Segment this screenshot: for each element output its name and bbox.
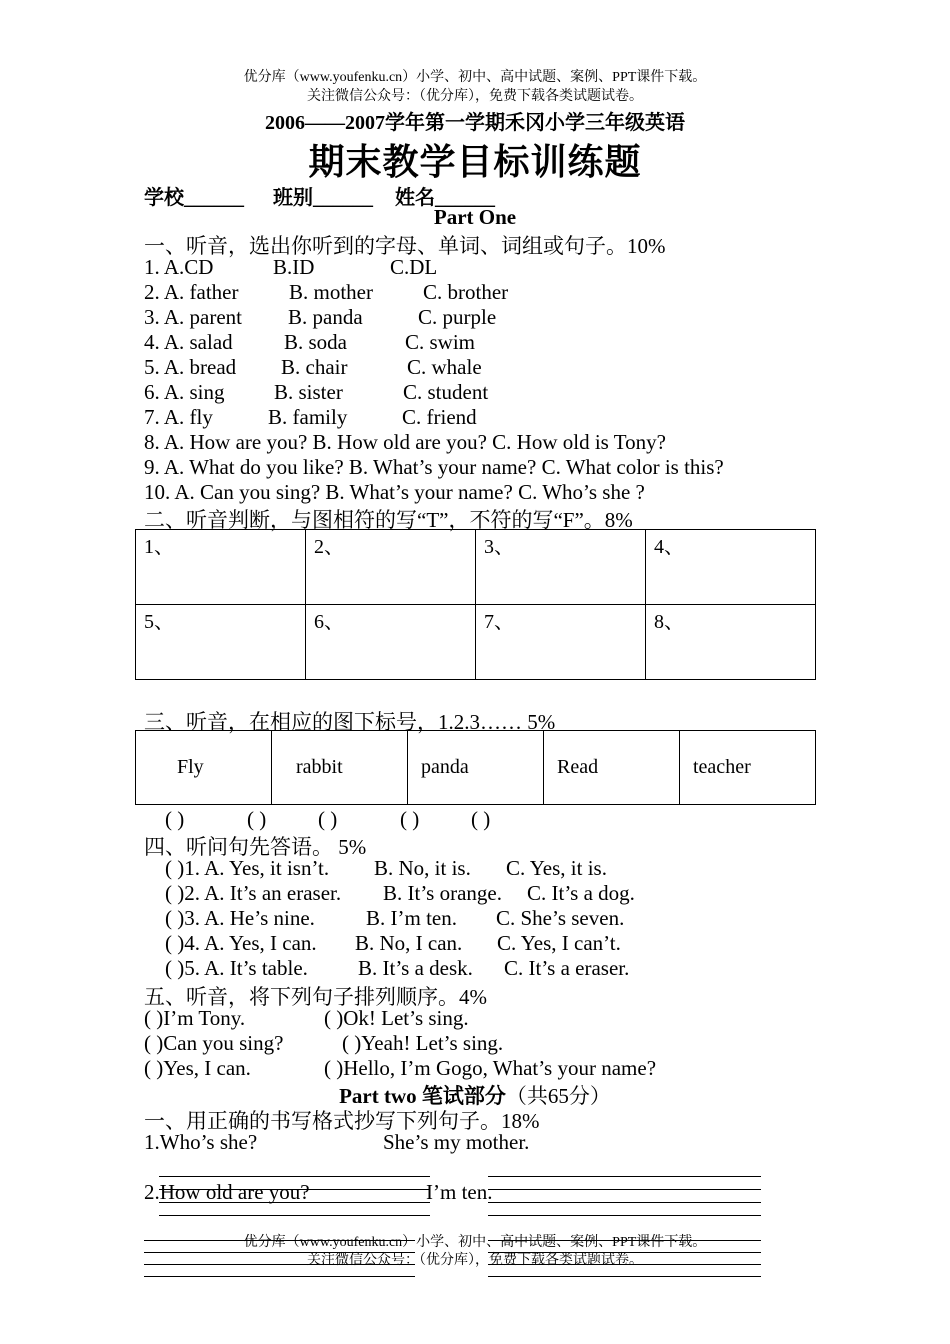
s5-item-4: ( )Yeah! Let’s sing.	[342, 1031, 504, 1055]
word-cell	[136, 731, 272, 805]
s4-q1-option-c: C. Yes, it is.	[506, 856, 607, 880]
writing-line[interactable]	[488, 1189, 761, 1190]
tf-cell[interactable]	[306, 530, 476, 605]
s4-q1-option-a: ( )1. A. Yes, it isn’t.	[165, 856, 330, 880]
s5-item-6: ( )Hello, I’m Gogo, What’s your name?	[324, 1056, 657, 1080]
tf-cell-label: 5、	[144, 611, 174, 633]
q2-option-c: C. brother	[423, 280, 509, 304]
exam-subtitle: 2006——2007学年第一学期禾冈小学三年级英语	[265, 112, 685, 134]
writing-line[interactable]	[159, 1202, 430, 1203]
q1-option-a: 1. A.CD	[144, 255, 214, 279]
copy-sentence-2b: I’m ten.	[426, 1180, 493, 1204]
writing-line[interactable]	[488, 1202, 761, 1203]
s4-q3-option-b: B. I’m ten.	[366, 906, 457, 930]
q3-option-a: 3. A. parent	[144, 305, 242, 329]
tf-cell-label: 7、	[484, 611, 514, 633]
s5-item-2: ( )Ok! Let’s sing.	[324, 1006, 469, 1030]
q7-option-a: 7. A. fly	[144, 405, 213, 429]
word-label: Read	[557, 756, 599, 778]
s5-item-1: ( )I’m Tony.	[144, 1006, 246, 1030]
q6-option-a: 6. A. sing	[144, 380, 225, 404]
s4-q2-option-a: ( )2. A. It’s an eraser.	[165, 881, 342, 905]
exam-title: 期末教学目标训练题	[308, 142, 642, 182]
word-label: panda	[421, 756, 469, 778]
answer-blank[interactable]: ( )	[165, 807, 185, 831]
name-field: 姓名______	[395, 187, 495, 209]
word-cell	[544, 731, 680, 805]
word-label: teacher	[693, 756, 751, 778]
section5-title: 五、听音，将下列句子排列顺序。4%	[144, 985, 487, 1009]
part-two-heading-bold: Part two 笔试部分	[339, 1084, 506, 1108]
tf-cell-label: 4、	[654, 536, 684, 558]
tf-grid	[135, 529, 816, 680]
school-field: 学校______	[144, 187, 244, 209]
part-one-heading: Part One	[433, 205, 517, 229]
writing-line[interactable]	[488, 1276, 761, 1277]
answer-blank[interactable]: ( )	[471, 807, 491, 831]
s4-q4-option-c: C. Yes, I can’t.	[497, 931, 621, 955]
s4-q1-option-b: B. No, it is.	[374, 856, 471, 880]
writing-line[interactable]	[488, 1176, 761, 1177]
tf-cell[interactable]	[646, 605, 816, 680]
section1-title: 一、听音，选出你听到的字母、单词、词组或句子。10%	[144, 234, 666, 258]
footer-line-1: 优分库（www.youfenku.cn）小学、初中、高中试题、案例、PPT课件下载。	[243, 1235, 707, 1250]
q2-option-a: 2. A. father	[144, 280, 239, 304]
q5-option-b: B. chair	[281, 355, 348, 379]
writing-line[interactable]	[159, 1215, 430, 1216]
writing-line[interactable]	[159, 1176, 430, 1177]
q1-option-c: C.DL	[390, 255, 438, 279]
word-label: Fly	[177, 756, 204, 778]
footer-line-2: 关注微信公众号：（优分库），免费下载各类试题试卷。	[307, 1253, 643, 1268]
q6-option-b: B. sister	[274, 380, 343, 404]
tf-cell-label: 1、	[144, 536, 174, 558]
tf-cell[interactable]	[306, 605, 476, 680]
tf-cell[interactable]	[136, 605, 306, 680]
s5-item-5: ( )Yes, I can.	[144, 1056, 251, 1080]
word-grid	[135, 730, 816, 805]
q7-option-c: C. friend	[402, 405, 477, 429]
s4-q5-option-c: C. It’s a eraser.	[504, 956, 630, 980]
q5-option-c: C. whale	[407, 355, 482, 379]
word-cell	[408, 731, 544, 805]
s4-q3-option-c: C. She’s seven.	[496, 906, 625, 930]
tf-cell-label: 6、	[314, 611, 344, 633]
q4-option-c: C. swim	[405, 330, 476, 354]
header-line-2: 关注微信公众号：（优分库），免费下载各类试题试卷。	[307, 89, 643, 104]
q9-options: 9. A. What do you like? B. What’s your name? C. What color is this?	[144, 455, 724, 479]
s4-q2-option-c: C. It’s a dog.	[527, 881, 635, 905]
q7-option-b: B. family	[268, 405, 348, 429]
tf-cell[interactable]	[476, 605, 646, 680]
q4-option-b: B. soda	[284, 330, 347, 354]
q5-option-a: 5. A. bread	[144, 355, 237, 379]
header-line-1: 优分库（www.youfenku.cn）小学、初中、高中试题、案例、PPT课件下载。	[243, 70, 707, 85]
section3-title: 三、听音，在相应的图下标号，1.2.3…… 5%	[144, 710, 556, 734]
part2-section1-title: 一、用正确的书写格式抄写下列句子。18%	[144, 1109, 540, 1133]
q2-option-b: B. mother	[289, 280, 373, 304]
s4-q2-option-b: B. It’s orange.	[383, 881, 502, 905]
q3-option-c: C. purple	[418, 305, 497, 329]
s4-q4-option-a: ( )4. A. Yes, I can.	[165, 931, 317, 955]
s4-q5-option-a: ( )5. A. It’s table.	[165, 956, 308, 980]
word-label: rabbit	[296, 756, 343, 778]
tf-cell[interactable]	[476, 530, 646, 605]
q6-option-c: C. student	[403, 380, 489, 404]
q3-option-b: B. panda	[288, 305, 363, 329]
copy-sentence-1b: She’s my mother.	[383, 1130, 530, 1154]
section4-title: 四、听问句先答语。 5%	[144, 835, 367, 859]
class-field: 班别______	[273, 187, 373, 209]
s5-item-3: ( )Can you sing?	[144, 1031, 284, 1055]
s4-q5-option-b: B. It’s a desk.	[358, 956, 473, 980]
part-two-heading-score: （共65分）	[505, 1084, 611, 1108]
tf-cell-label: 2、	[314, 536, 344, 558]
word-cell	[272, 731, 408, 805]
tf-cell-label: 3、	[484, 536, 514, 558]
q1-option-b: B.ID	[273, 255, 315, 279]
copy-sentence-1a: 1.Who’s she?	[144, 1130, 258, 1154]
answer-blank[interactable]: ( )	[247, 807, 267, 831]
q8-options: 8. A. How are you? B. How old are you? C. How old is Tony?	[144, 430, 666, 454]
writing-line[interactable]	[488, 1215, 761, 1216]
writing-line[interactable]	[144, 1276, 415, 1277]
word-cell	[680, 731, 816, 805]
answer-blank[interactable]: ( )	[318, 807, 338, 831]
q10-options: 10. A. Can you sing? B. What’s your name? C. Who’s she ?	[144, 480, 645, 504]
tf-cell-label: 8、	[654, 611, 684, 633]
tf-cell[interactable]	[136, 530, 306, 605]
answer-blank[interactable]: ( )	[400, 807, 420, 831]
s4-q3-option-a: ( )3. A. He’s nine.	[165, 906, 315, 930]
q4-option-a: 4. A. salad	[144, 330, 233, 354]
s4-q4-option-b: B. No, I can.	[355, 931, 463, 955]
copy-sentence-2a: 2.How old are you?	[144, 1180, 310, 1204]
tf-cell[interactable]	[646, 530, 816, 605]
section2-title: 二、听音判断，与图相符的写“T”，不符的写“F”。8%	[144, 508, 633, 532]
